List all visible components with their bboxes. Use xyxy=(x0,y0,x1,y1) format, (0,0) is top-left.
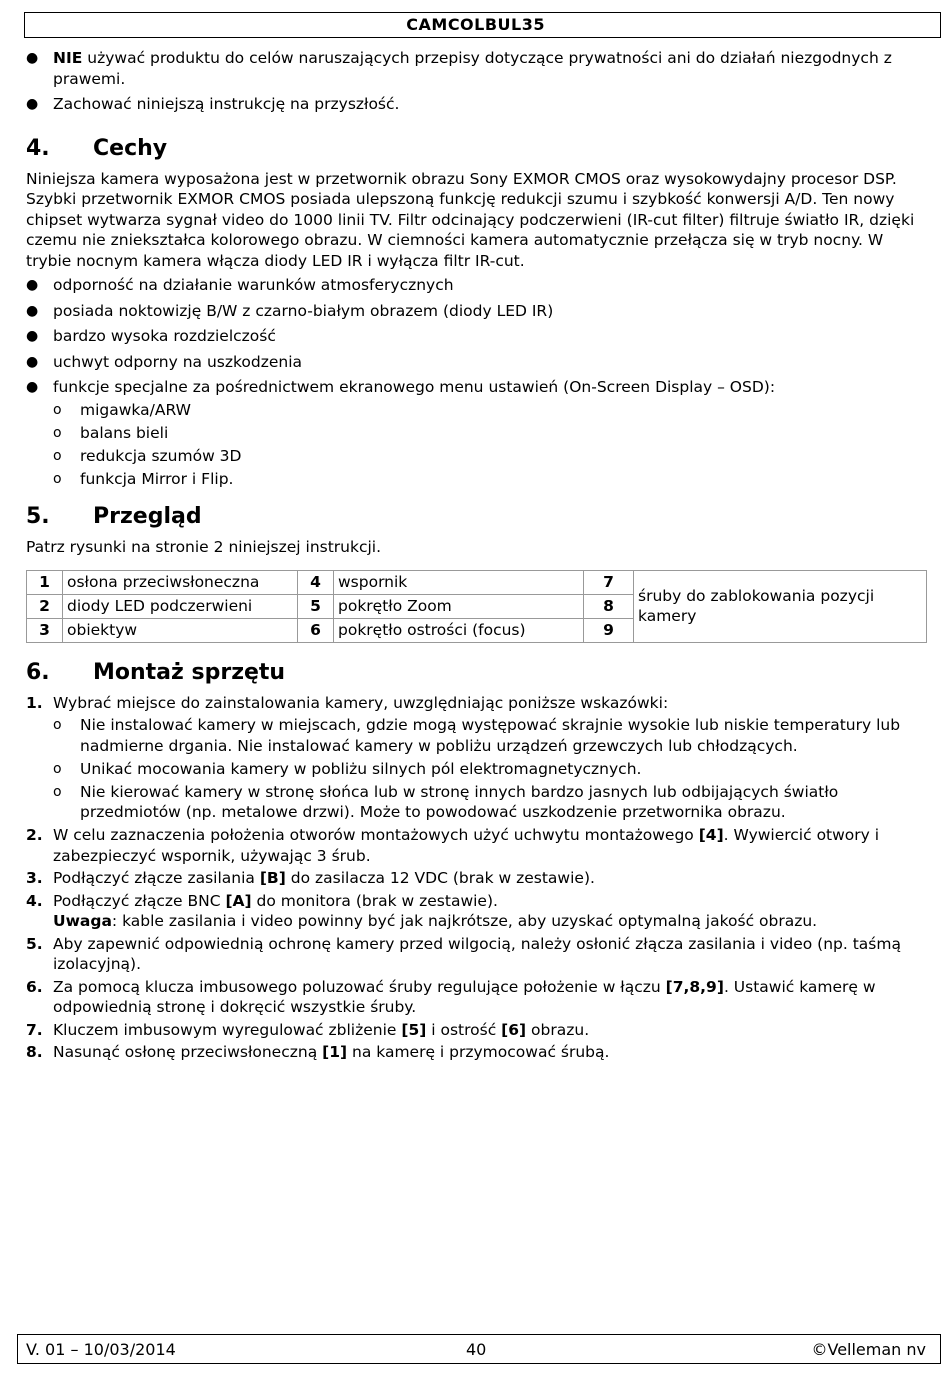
list-item: ● funkcje specjalne za pośrednictwem ekranowego menu ustawień (On-Screen Display – OSD): o migawka/ARW o balans bieli o redukcja szumów 3D o funkcja Mirror i Flip. xyxy=(26,377,931,489)
intro-bullet-list xyxy=(26,48,931,115)
section-heading-mounting: 6. Montaż sprzętu xyxy=(26,659,286,685)
step-item: 5. Aby zapewnić odpowiednią ochronę kamery przed wilgocią, należy osłonić złącza zasilania i video (np. taśmą izolacyjną). xyxy=(26,934,901,973)
section-heading-overview: 5. Przegląd xyxy=(26,504,202,529)
features-list xyxy=(26,275,931,489)
sublist-item: o Nie instalować kamery w miejscach, gdzie mogą występować skrajnie wysokie lub niskie temperatury lub nadmierne drgania. Nie instalować kamery w pobliżu urządzeń grzewczych lub chłodzących. xyxy=(53,716,901,755)
circle-bullet-icon: o xyxy=(53,717,62,733)
bullet-icon: ● xyxy=(26,328,39,344)
circle-bullet-icon: o xyxy=(53,447,62,464)
list-item: ● Zachować niniejszą instrukcję na przyszłość. xyxy=(26,95,400,113)
table-row: 1 osłona przeciwsłoneczna 4 wspornik 7 śruby do zablokowania pozycji kamery xyxy=(27,570,927,594)
bullet-icon: ● xyxy=(26,50,39,66)
bullet-icon: ● xyxy=(26,277,39,293)
step-item: 2. W celu zaznaczenia położenia otworów montażowych użyć uchwytu montażowego [4]. Wywiercić otwory i zabezpieczyć wspornik, używając 3 śrub. xyxy=(26,826,880,865)
circle-bullet-icon: o xyxy=(53,401,62,418)
sublist-item: o balans bieli xyxy=(53,423,169,442)
model-name: CAMCOLBUL35 xyxy=(406,15,545,34)
page-header xyxy=(24,12,941,38)
page-footer xyxy=(17,1334,941,1364)
page-content xyxy=(26,48,931,1065)
features-paragraph: Niniejsza kamera wyposażona jest w przetwornik obrazu Sony EXMOR CMOS oraz wysokowydajny procesor DSP. Szybki przetwornik EXMOR CMOS posiada ulepszoną funkcję redukcji szumu i szybkość konwersji A/D. Ten nowy chipset wytwarza sygnał video do 1000 linii TV. Filtr odcinający podczerwieni (IR-cut filter) filtruje światło IR, dzięki czemu nie zniekształca kolorowego obrazu. W ciemności kamera automatycznie przełącza się w tryb nocny. W trybie nocnym kamera włącza diody LED IR i wyłącza filtr IR-cut. xyxy=(26,169,915,270)
version-date: V. 01 – 10/03/2014 xyxy=(26,1340,176,1359)
list-item: ● uchwyt odporny na uszkodzenia xyxy=(26,352,303,371)
screws-label-cell: śruby do zablokowania pozycji kamery xyxy=(634,570,927,642)
sublist-item: o migawka/ARW xyxy=(53,400,191,419)
step-item: 3. Podłączyć złącze zasilania [B] do zasilacza 12 VDC (brak w zestawie). xyxy=(26,869,595,887)
circle-bullet-icon: o xyxy=(53,424,62,441)
circle-bullet-icon: o xyxy=(53,760,62,777)
mounting-steps xyxy=(26,693,931,1063)
sublist-item: o Unikać mocowania kamery w pobliżu silnych pól elektromagnetycznych. xyxy=(53,759,642,778)
parts-table xyxy=(26,570,927,643)
osd-sublist xyxy=(26,400,931,490)
list-item: ● posiada noktowizję B/W z czarno-białym obrazem (diody LED IR) xyxy=(26,301,554,320)
circle-bullet-icon: o xyxy=(53,783,62,800)
bullet-icon: ● xyxy=(26,353,39,370)
list-item: ● NIE używać produktu do celów naruszających przepisy dotyczące prywatności ani do działań niezgodnych z prawemi. xyxy=(26,49,892,88)
bullet-icon: ● xyxy=(26,379,39,395)
list-item: ● odporność na działanie warunków atmosferycznych xyxy=(26,276,454,294)
step-item: 4. Podłączyć złącze BNC [A] do monitora (brak w zestawie). Uwaga: kable zasilania i video powinny być jak najkrótsze, aby uzyskać optymalną jakość obrazu. xyxy=(26,891,818,930)
sublist-item: o redukcja szumów 3D xyxy=(53,446,242,465)
step-item: 6. Za pomocą klucza imbusowego poluzować śruby regulujące położenie w łączu [7,8,9]. Ustawić kamerę w odpowiednią stronę i dokręcić wszystkie śruby. xyxy=(26,977,876,1016)
page-number: 40 xyxy=(466,1340,487,1359)
bullet-icon: ● xyxy=(26,302,39,319)
bullet-icon: ● xyxy=(26,96,39,112)
section-heading-features: 4. Cechy xyxy=(26,135,168,161)
overview-paragraph: Patrz rysunki na stronie 2 niniejszej instrukcji. xyxy=(26,538,382,556)
step-item: 8. Nasunąć osłonę przeciwsłoneczną [1] na kamerę i przymocować śrubą. xyxy=(26,1043,610,1061)
location-tips xyxy=(26,715,931,823)
step-item: 1. Wybrać miejsce do zainstalowania kamery, uwzględniając poniższe wskazówki: o Nie instalować kamery w miejscach, gdzie mogą występować skrajnie wysokie lub niskie temperatury lub nadmierne drgania. Nie instalować kamery w pobliżu urządzeń grzewczych lub chłodzących. o Unikać mocowania kamery w pobliżu silnych pól elektromagnetycznych. o Nie kierować kamery w stronę słońca lub w stronę innych bardzo jasnych lub odbijających światło przedmiotów (np. metalowe drzwi). Może to powodować uszkodzenie przetwornika obrazu. xyxy=(26,693,931,823)
circle-bullet-icon: o xyxy=(53,470,62,487)
step-item: 7. Kluczem imbusowym wyregulować zbliżenie [5] i ostrość [6] obrazu. xyxy=(26,1020,590,1039)
table-row: 2 diody LED podczerwieni 5 pokrętło Zoom 8 xyxy=(27,594,927,618)
sublist-item: o funkcja Mirror i Flip. xyxy=(53,469,234,488)
note-label: Uwaga xyxy=(53,912,112,930)
table-row: 3 obiektyw 6 pokrętło ostrości (focus) 9 xyxy=(27,618,927,642)
copyright: ©Velleman nv xyxy=(811,1340,926,1359)
sublist-item: o Nie kierować kamery w stronę słońca lub w stronę innych bardzo jasnych lub odbijających światło przedmiotów (np. metalowe drzwi). Może to powodować uszkodzenie przetwornika obrazu. xyxy=(53,782,839,821)
list-item: ● bardzo wysoka rozdzielczość xyxy=(26,327,276,345)
